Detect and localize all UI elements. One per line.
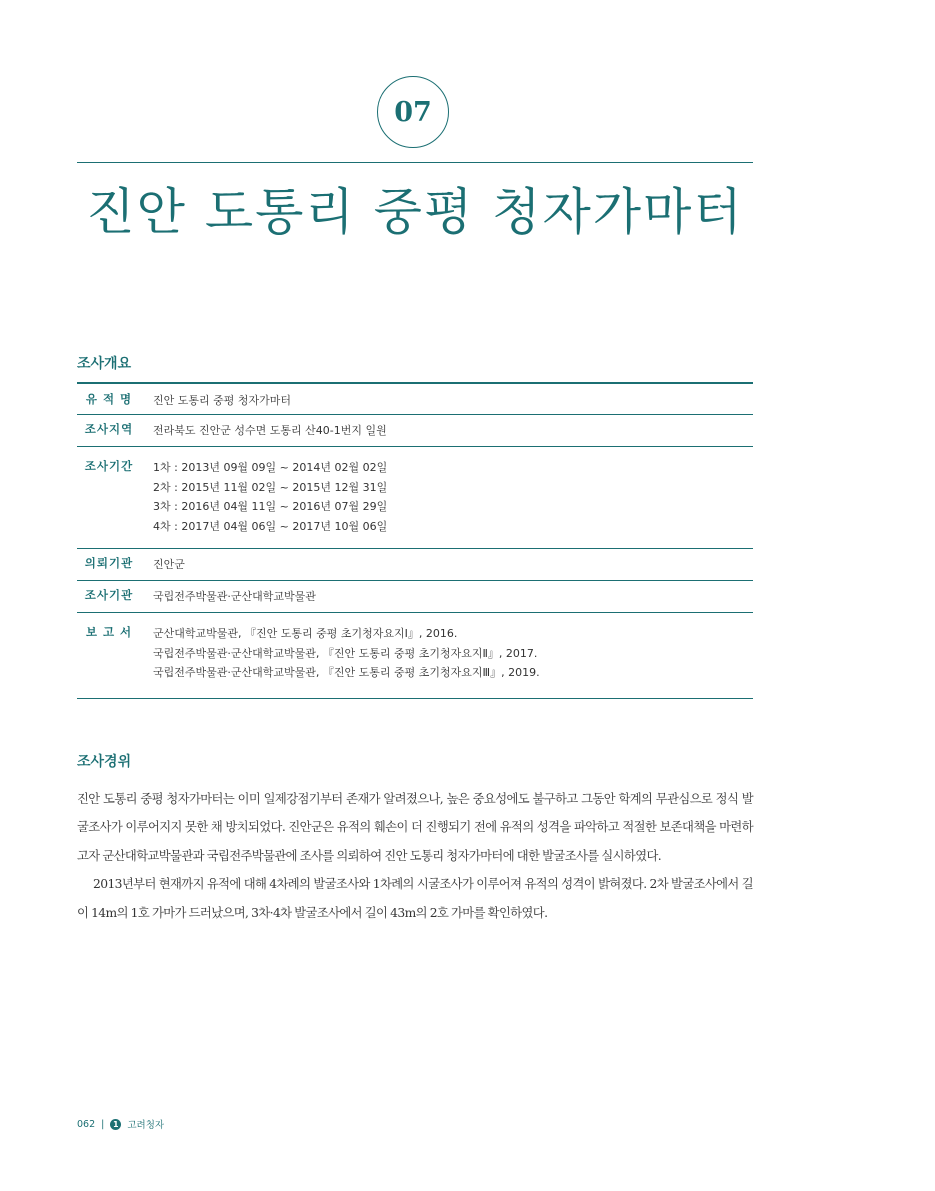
page-number: 062 <box>77 1118 96 1130</box>
value-line: 2차 : 2015년 11월 02일 ~ 2015년 12월 31일 <box>153 480 388 494</box>
value-line: 국립전주박물관·군산대학교박물관, 『진안 도통리 중평 초기청자요지Ⅱ』, 2017. <box>153 646 538 660</box>
background-body <box>77 785 753 927</box>
row-value <box>153 421 753 446</box>
row-label: 조사지역 <box>84 422 134 436</box>
value-line: 국립전주박물관·군산대학교박물관, 『진안 도통리 중평 초기청자요지Ⅲ』, 2019. <box>153 666 540 679</box>
overview-heading: 조사개요 <box>77 356 132 372</box>
section-number-icon: 1 <box>110 1119 121 1130</box>
page-title: 진안 도통리 중평 청자가마터 <box>86 183 744 241</box>
paragraph: 진안 도통리 중평 청자가마터는 이미 일제강점기부터 존재가 알려졌으나, 높은 중요성에도 불구하고 그동안 학계의 무관심으로 정식 발굴조사가 이루어지지 못한 채 방치되었다. 진안군은 유적의 훼손이 더 진행되기 전에 유적의 성격을 파악하고 적절한 보존대책을 마련하고자 군산대학교박물관과 국립전주박물관에 조사를 의뢰하여 진안 도통리 청자가마터에 대한 발굴조사를 실시하였다. <box>77 792 753 863</box>
value-line: 진안 도통리 중평 청자가마터 <box>153 394 292 407</box>
table-row <box>77 415 753 447</box>
overview-table <box>77 382 753 699</box>
table-row <box>77 581 753 613</box>
row-value <box>153 587 753 612</box>
row-label: 조사기간 <box>84 459 134 473</box>
paragraph: 2013년부터 현재까지 유적에 대해 4차례의 발굴조사와 1차례의 시굴조사가 이루어져 유적의 성격이 밝혀졌다. 2차 발굴조사에서 길이 14m의 1호 가마가 드러났으며, 3차·4차 발굴조사에서 길이 43m의 2호 가마를 확인하였다. <box>77 877 753 920</box>
section-name: 고려청자 <box>127 1120 165 1131</box>
background-heading: 조사경위 <box>77 754 132 770</box>
row-value <box>153 458 753 548</box>
table-row <box>77 447 753 549</box>
table-row <box>77 549 753 581</box>
value-line: 3차 : 2016년 04월 11일 ~ 2016년 07월 29일 <box>153 500 388 513</box>
value-line: 진안군 <box>153 558 185 571</box>
row-value <box>153 391 753 414</box>
table-row <box>77 382 753 415</box>
row-label: 조사기관 <box>84 588 134 602</box>
row-label: 의뢰기관 <box>84 556 134 570</box>
value-line: 군산대학교박물관, 『진안 도통리 중평 초기청자요지Ⅰ』, 2016. <box>153 627 458 640</box>
title-rule <box>77 162 753 163</box>
value-line: 전라북도 진안군 성수면 도통리 산40-1번지 일원 <box>153 424 387 437</box>
row-value <box>153 555 753 580</box>
table-row <box>77 613 753 699</box>
chapter-number: 07 <box>394 96 432 128</box>
value-line: 1차 : 2013년 09월 09일 ~ 2014년 02월 02일 <box>153 461 388 474</box>
footer-separator: | <box>101 1118 105 1130</box>
row-label: 보 고 서 <box>85 625 133 639</box>
row-label: 유 적 명 <box>85 392 133 406</box>
value-line: 4차 : 2017년 04월 06일 ~ 2017년 10월 06일 <box>153 519 388 533</box>
value-line: 국립전주박물관·군산대학교박물관 <box>153 590 316 603</box>
chapter-number-badge <box>377 76 449 148</box>
row-value <box>153 624 753 698</box>
page-footer <box>77 1117 164 1131</box>
